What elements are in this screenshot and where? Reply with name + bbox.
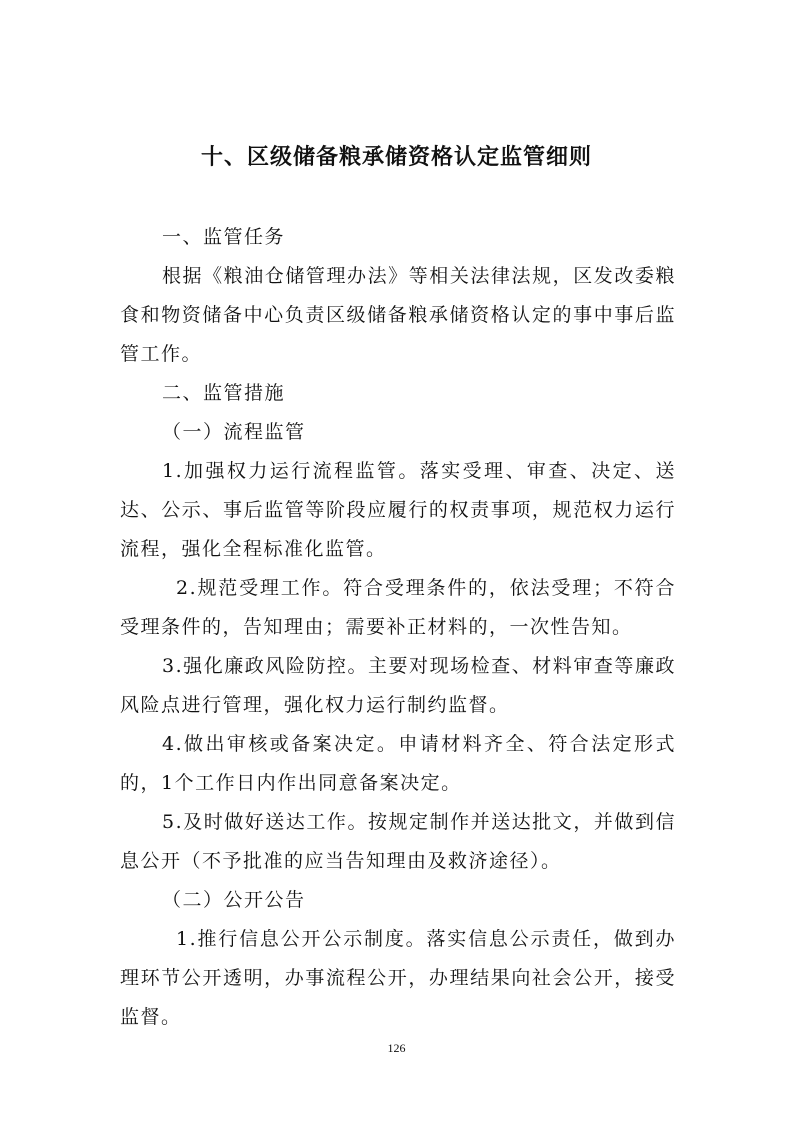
paragraph-item-2: 2.规范受理工作。符合受理条件的，依法受理；不符合受理条件的，告知理由；需要补正材料的，一次性告知。 bbox=[120, 577, 676, 638]
paragraph-item-4: 4.做出审核或备案决定。申请材料齐全、符合法定形式的，1个工作日内作出同意备案决定。 bbox=[120, 733, 676, 794]
subsection-heading-process: （一）流程监管 bbox=[162, 421, 306, 443]
document-title: 十、区级储备粮承储资格认定监管细则 bbox=[200, 145, 592, 170]
page-number: 126 bbox=[387, 1041, 406, 1055]
subsection-heading-disclosure: （二）公开公告 bbox=[162, 889, 306, 911]
document-body bbox=[120, 218, 676, 1037]
paragraph-item-5: 5.及时做好送达工作。按规定制作并送达批文，并做到信息公开（不予批准的应当告知理由及救济途径）。 bbox=[120, 811, 676, 872]
section-heading-tasks: 一、监管任务 bbox=[162, 226, 286, 248]
paragraph-item-3: 3.强化廉政风险防控。主要对现场检查、材料审查等廉政风险点进行管理，强化权力运行制约监督。 bbox=[120, 655, 676, 716]
paragraph-item-1: 1.加强权力运行流程监管。落实受理、审查、决定、送达、公示、事后监管等阶段应履行的权责事项，规范权力运行流程，强化全程标准化监管。 bbox=[120, 460, 676, 560]
paragraph-responsibility: 根据《粮油仓储管理办法》等相关法律法规，区发改委粮食和物资储备中心负责区级储备粮承储资格认定的事中事后监管工作。 bbox=[120, 265, 676, 365]
paragraph-disclosure-item-1: 1.推行信息公开公示制度。落实信息公示责任，做到办理环节公开透明，办事流程公开，办理结果向社会公开，接受监督。 bbox=[120, 928, 676, 1028]
section-heading-measures: 二、监管措施 bbox=[162, 382, 286, 404]
